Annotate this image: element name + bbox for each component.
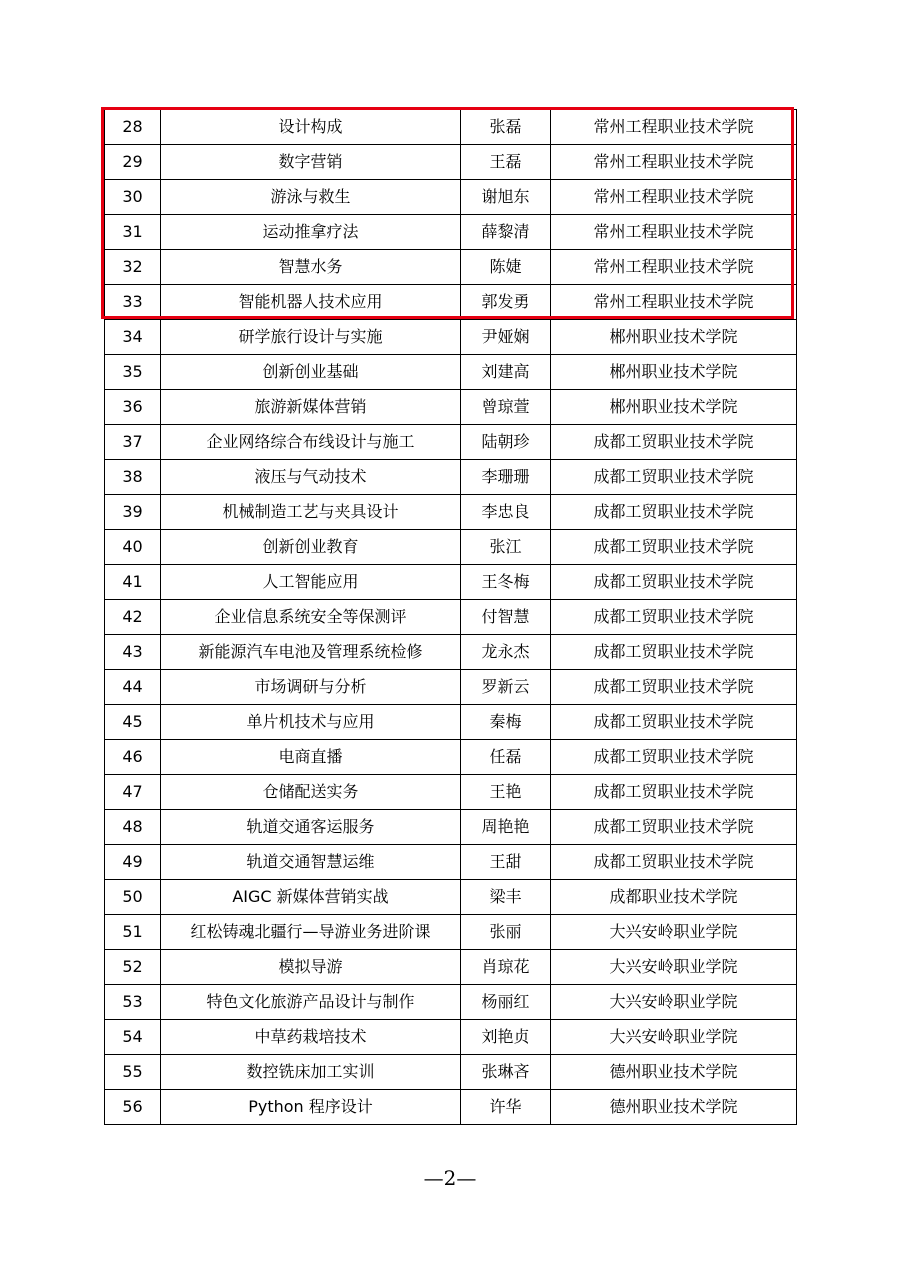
teacher-name-cell: 郭发勇 [461, 285, 551, 320]
page-number: —2— [423, 1166, 477, 1190]
course-name-cell: 企业信息系统安全等保测评 [161, 600, 461, 635]
row-number-cell: 50 [105, 880, 161, 915]
course-name-cell: 研学旅行设计与实施 [161, 320, 461, 355]
teacher-name-cell: 王磊 [461, 145, 551, 180]
school-name-cell: 成都工贸职业技术学院 [551, 845, 797, 880]
course-name-cell: 数控铣床加工实训 [161, 1055, 461, 1090]
course-name-cell: 数字营销 [161, 145, 461, 180]
school-name-cell: 常州工程职业技术学院 [551, 110, 797, 145]
row-number-cell: 54 [105, 1020, 161, 1055]
table-row [105, 495, 797, 530]
table-row [105, 600, 797, 635]
teacher-name-cell: 刘建高 [461, 355, 551, 390]
course-name-cell: 人工智能应用 [161, 565, 461, 600]
teacher-name-cell: 付智慧 [461, 600, 551, 635]
teacher-name-cell: 任磊 [461, 740, 551, 775]
teacher-name-cell: 陆朝珍 [461, 425, 551, 460]
teacher-name-cell: 李珊珊 [461, 460, 551, 495]
row-number-cell: 29 [105, 145, 161, 180]
school-name-cell: 成都工贸职业技术学院 [551, 425, 797, 460]
school-name-cell: 郴州职业技术学院 [551, 355, 797, 390]
row-number-cell: 53 [105, 985, 161, 1020]
teacher-name-cell: 李忠良 [461, 495, 551, 530]
course-name-cell: 智能机器人技术应用 [161, 285, 461, 320]
row-number-cell: 45 [105, 705, 161, 740]
row-number-cell: 49 [105, 845, 161, 880]
row-number-cell: 47 [105, 775, 161, 810]
school-name-cell: 成都工贸职业技术学院 [551, 460, 797, 495]
course-name-cell: 机械制造工艺与夹具设计 [161, 495, 461, 530]
table-row [105, 425, 797, 460]
course-name-cell: 特色文化旅游产品设计与制作 [161, 985, 461, 1020]
school-name-cell: 常州工程职业技术学院 [551, 285, 797, 320]
table-row [105, 355, 797, 390]
table-row [105, 775, 797, 810]
course-name-cell: 旅游新媒体营销 [161, 390, 461, 425]
table-row [105, 845, 797, 880]
school-name-cell: 常州工程职业技术学院 [551, 215, 797, 250]
course-name-cell: 新能源汽车电池及管理系统检修 [161, 635, 461, 670]
school-name-cell: 成都工贸职业技术学院 [551, 670, 797, 705]
school-name-cell: 成都工贸职业技术学院 [551, 530, 797, 565]
row-number-cell: 42 [105, 600, 161, 635]
teacher-name-cell: 刘艳贞 [461, 1020, 551, 1055]
teacher-name-cell: 尹娅娴 [461, 320, 551, 355]
row-number-cell: 52 [105, 950, 161, 985]
school-name-cell: 郴州职业技术学院 [551, 390, 797, 425]
table-row [105, 145, 797, 180]
teacher-name-cell: 陈婕 [461, 250, 551, 285]
course-name-cell: 运动推拿疗法 [161, 215, 461, 250]
teacher-name-cell: 王艳 [461, 775, 551, 810]
course-name-cell: 电商直播 [161, 740, 461, 775]
course-name-cell: AIGC 新媒体营销实战 [161, 880, 461, 915]
course-name-cell: 智慧水务 [161, 250, 461, 285]
table-row [105, 180, 797, 215]
school-name-cell: 成都工贸职业技术学院 [551, 740, 797, 775]
table-row [105, 530, 797, 565]
row-number-cell: 36 [105, 390, 161, 425]
school-name-cell: 成都职业技术学院 [551, 880, 797, 915]
school-name-cell: 大兴安岭职业学院 [551, 915, 797, 950]
course-name-cell: 红松铸魂北疆行—导游业务进阶课 [161, 915, 461, 950]
teacher-name-cell: 周艳艳 [461, 810, 551, 845]
table-row [105, 670, 797, 705]
school-name-cell: 大兴安岭职业学院 [551, 1020, 797, 1055]
school-name-cell: 常州工程职业技术学院 [551, 180, 797, 215]
row-number-cell: 35 [105, 355, 161, 390]
table-row [105, 285, 797, 320]
course-name-cell: 轨道交通智慧运维 [161, 845, 461, 880]
table-row [105, 880, 797, 915]
teacher-name-cell: 许华 [461, 1090, 551, 1125]
teacher-name-cell: 王甜 [461, 845, 551, 880]
row-number-cell: 55 [105, 1055, 161, 1090]
school-name-cell: 成都工贸职业技术学院 [551, 635, 797, 670]
course-name-cell: 市场调研与分析 [161, 670, 461, 705]
teacher-name-cell: 肖琼花 [461, 950, 551, 985]
table-row [105, 985, 797, 1020]
course-name-cell: 液压与气动技术 [161, 460, 461, 495]
table-row [105, 1055, 797, 1090]
row-number-cell: 44 [105, 670, 161, 705]
teacher-name-cell: 王冬梅 [461, 565, 551, 600]
school-name-cell: 德州职业技术学院 [551, 1055, 797, 1090]
teacher-name-cell: 龙永杰 [461, 635, 551, 670]
course-name-cell: 轨道交通客运服务 [161, 810, 461, 845]
table-row [105, 1020, 797, 1055]
row-number-cell: 48 [105, 810, 161, 845]
row-number-cell: 43 [105, 635, 161, 670]
row-number-cell: 41 [105, 565, 161, 600]
course-name-cell: 仓储配送实务 [161, 775, 461, 810]
teacher-name-cell: 秦梅 [461, 705, 551, 740]
table-row [105, 1090, 797, 1125]
table-row [105, 635, 797, 670]
row-number-cell: 31 [105, 215, 161, 250]
teacher-name-cell: 张江 [461, 530, 551, 565]
teacher-name-cell: 谢旭东 [461, 180, 551, 215]
teacher-name-cell: 曾琼萱 [461, 390, 551, 425]
school-name-cell: 成都工贸职业技术学院 [551, 775, 797, 810]
table-row [105, 215, 797, 250]
teacher-name-cell: 梁丰 [461, 880, 551, 915]
course-table [104, 109, 797, 1125]
course-name-cell: 中草药栽培技术 [161, 1020, 461, 1055]
teacher-name-cell: 张琳吝 [461, 1055, 551, 1090]
course-name-cell: Python 程序设计 [161, 1090, 461, 1125]
row-number-cell: 51 [105, 915, 161, 950]
course-name-cell: 创新创业基础 [161, 355, 461, 390]
teacher-name-cell: 杨丽红 [461, 985, 551, 1020]
row-number-cell: 28 [105, 110, 161, 145]
course-name-cell: 游泳与救生 [161, 180, 461, 215]
course-name-cell: 模拟导游 [161, 950, 461, 985]
school-name-cell: 郴州职业技术学院 [551, 320, 797, 355]
course-name-cell: 单片机技术与应用 [161, 705, 461, 740]
school-name-cell: 德州职业技术学院 [551, 1090, 797, 1125]
school-name-cell: 成都工贸职业技术学院 [551, 810, 797, 845]
table-row [105, 810, 797, 845]
table-row [105, 950, 797, 985]
table-row [105, 740, 797, 775]
course-name-cell: 企业网络综合布线设计与施工 [161, 425, 461, 460]
table-body [105, 110, 797, 1125]
table-row [105, 915, 797, 950]
table-row [105, 705, 797, 740]
row-number-cell: 39 [105, 495, 161, 530]
school-name-cell: 成都工贸职业技术学院 [551, 565, 797, 600]
school-name-cell: 大兴安岭职业学院 [551, 985, 797, 1020]
course-name-cell: 创新创业教育 [161, 530, 461, 565]
row-number-cell: 34 [105, 320, 161, 355]
row-number-cell: 56 [105, 1090, 161, 1125]
row-number-cell: 32 [105, 250, 161, 285]
course-name-cell: 设计构成 [161, 110, 461, 145]
teacher-name-cell: 张磊 [461, 110, 551, 145]
school-name-cell: 常州工程职业技术学院 [551, 145, 797, 180]
row-number-cell: 46 [105, 740, 161, 775]
row-number-cell: 38 [105, 460, 161, 495]
school-name-cell: 常州工程职业技术学院 [551, 250, 797, 285]
school-name-cell: 成都工贸职业技术学院 [551, 705, 797, 740]
row-number-cell: 30 [105, 180, 161, 215]
table-row [105, 110, 797, 145]
table-row [105, 250, 797, 285]
row-number-cell: 40 [105, 530, 161, 565]
table-row [105, 320, 797, 355]
row-number-cell: 37 [105, 425, 161, 460]
table-row [105, 390, 797, 425]
table-row [105, 460, 797, 495]
teacher-name-cell: 张丽 [461, 915, 551, 950]
school-name-cell: 成都工贸职业技术学院 [551, 600, 797, 635]
school-name-cell: 成都工贸职业技术学院 [551, 495, 797, 530]
row-number-cell: 33 [105, 285, 161, 320]
school-name-cell: 大兴安岭职业学院 [551, 950, 797, 985]
table-row [105, 565, 797, 600]
teacher-name-cell: 薛黎清 [461, 215, 551, 250]
teacher-name-cell: 罗新云 [461, 670, 551, 705]
